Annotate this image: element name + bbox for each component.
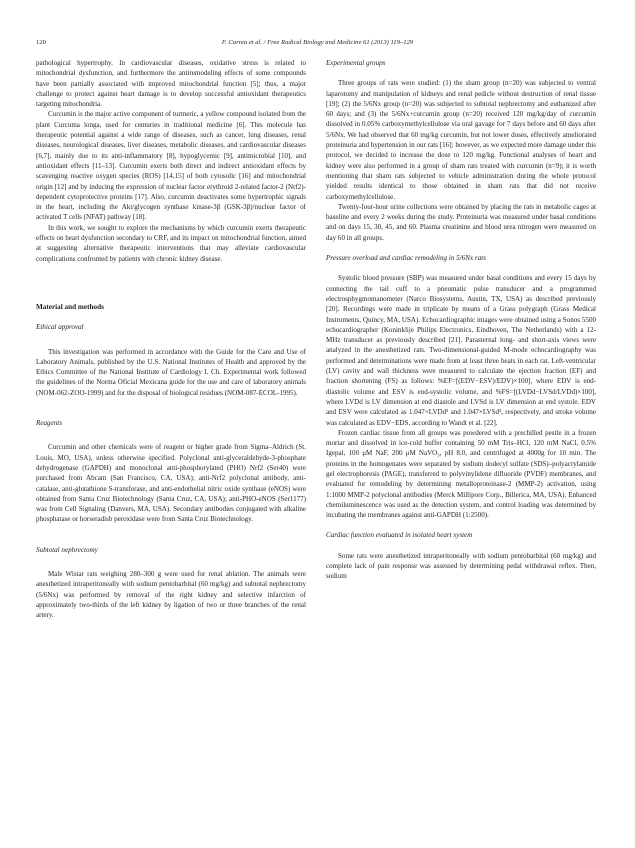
paragraph-ethical-approval: This investigation was performed in accordance with the Guide for the Care and Use of Laboratory Animals, published by the U.S. National Institutes of Health and approved by the Ethics Committee of the National Institute of Cardiology I. Ch. Experimental work followed the guidelines of the Norma Oficial Mexicana guide for the use and care of laboratory animals (NOM-062-ZOO-1999) and for the disposal of biological residues (NOM-087-ECOL-1995). [36, 347, 306, 397]
subheading-ethical-approval: Ethical approval [36, 323, 84, 332]
subheading-pressure-overload: Pressure overload and cardiac remodeling in 5/6Nx rats [326, 254, 486, 263]
left-column [36, 58, 306, 620]
paragraph-blood-pressure-echo: Systolic blood pressure (SBP) was measured under basal conditions and every 15 days by connecting the tail cuff to a pneumatic pulse transducer and a programmed electrosphygmomanometer (Narco Biosystems, Austin, TX, USA) as described previously [20]. Recordings were made in triplicate by means of a Grass polygraph (Grass Medical Instruments, Quincy, MA, USA). Echocardiographic images were obtained using a Sonos 5500 echocardiographer (Koninklije Philips Electronics, Eindhoven, The Netherlands) with a 12-MHz transducer as previously described [21]. Parasternal long- and short-axis views were analyzed in the anesthetized rats. Two-dimensional-guided M-mode echocardiography was performed and determinations were made from at least three beats in each rat. Left-ventricular (LV) cavity and wall thickness were measured to calculate the ejection fraction (EF) and fraction shortening (FS) as follows: %EF=[(EDV−ESV)/EDV)×100], where EDV is end-diastolic volume and ESV is end-systolic volume, and %FS=[(LVDd−LVSd/LVDd)×100], where LVDd is LV dimension at end diastole and LVSd is LV dimension at end systole. EDV and ESV were calculated as 1.047×LVDd³ and 1.047×LVSd³, respectively, and stroke volume was calculated as EDV−EDS, according to Wandt et al. [22]. [326, 274, 596, 427]
subheading-cardiac-function: Cardiac function evaluated in isolated heart system [326, 531, 473, 540]
paragraph-reagents: Curcumin and other chemicals were of reagent or higher grade from Sigma–Aldrich (St. Louis, MO, USA), unless otherwise specified. Polyclonal anti-glyceraldehyde-3-phosphate dehydrogenase (GAPDH) and monoclonal anti-phosphorylated (PHO) Nrf2 (Ser40) were purchased from Abcam (San Francisco, CA, USA); anti-Nrf2 polyclonal antibody, anti-catalase, anti-glutathione S-transferase, and anti-endothelial nitric oxide synthase (eNOS) were obtained from Santa Cruz Biotechnology (Santa Cruz, CA, USA); anti-PHO-eNOS (Ser1177) was from Cell Signaling (Danvers, MA, USA). Secondary antibodies conjugated with alkaline phosphatase or horseradish peroxidase were from Santa Cruz Biotechnology. [36, 443, 306, 524]
paragraph-aim: In this work, we sought to explore the mechanisms by which curcumin exerts therapeutic effects on heart dysfunction secondary to CRF, and its impact on mitochondrial function, aimed at suggesting alternative therapeutic interventions that may alleviate cardiovascular complications confronted by patients with chronic kidney disease. [36, 223, 306, 263]
section-heading-methods: Material and methods [36, 302, 104, 311]
paragraph-mitochondria: pathological hypertrophy. In cardiovascular diseases, oxidative stress is related to mitochondrial dysfunction, and furthermore the antiremodeling effects of some compounds have been partially associated with improved mitochondrial function [5]; thus, a major challenge to protect against heart damage is to develop successful antioxidant therapeutics targeting mitochondria. [36, 59, 306, 109]
running-header [36, 39, 599, 51]
subheading-subtotal-nephrectomy: Subtotal nephrectomy [36, 545, 98, 554]
journal-citation: F. Correa et al. / Free Radical Biology and Medicine 61 (2013) 119–129 [221, 39, 414, 46]
subheading-experimental-groups: Experimental groups [326, 59, 386, 67]
paragraph-cardiac-function: Some rats were anesthetized intraperitoneally with sodium pentobarbital (60 mg/kg) and complete lack of pain response was assessed by determining pedal withdrawal reflex. Then, sodium [326, 551, 596, 581]
right-column [326, 58, 596, 582]
subheading-reagents: Reagents [36, 419, 63, 428]
paragraph-experimental-groups: Three groups of rats were studied: (1) the sham group (n=20) was subjected to ventral laparotomy and manipulation of kidneys and renal pedicle without destruction of renal tissue [19]; (2) the 5/6Nx group (n=20) was subjected to subtotal nephrectomy and euthanized after 60 days; and (3) the 5/6Nx+curcumin group (n=20) received 120 mg/kg/day of curcumin dissolved in 0.05% carboxymethylcellulose via oral gavage for 7 days before and 60 days after 5/6Nx. We had observed that 60 mg/kg curcumin, but not lower doses, effectively ameliorated proteinuria and hypertension in our rats [16]; however, as we expected more damage under this protocol, we decided to increase the dose to 120 mg/kg. Functional analyses of heart and kidney were also performed in a group of sham rats treated with curcumin (n=9); it is worth mentioning that sham rats subjected to vehicle administration during the whole protocol yielded results identical to those obtained in sham rats that did not receive carboxymethylcellulose. [326, 79, 596, 201]
paragraph-urine-collection: Twenty-four-hour urine collections were obtained by placing the rats in metabolic cages at baseline and every 2 weeks during the study. Proteinuria was measured under basal conditions and on days 15, 30, 45, and 60. Plasma creatinine and blood urea nitrogen were measured on day 60 in all groups. [326, 202, 596, 242]
paragraph-frozen-tissue: Frozen cardiac tissue from all groups was powdered with a prechilled pestle in a frozen mortar and dissolved in ice-cold buffer containing 50 mM Tris–HCl, 120 mM NaCl, 0.5% Igepal, 100 μM NaF, 200 μM NaVO₃, pH 8.0, and centrifuged at 4000g for 10 min. The proteins in the homogenates were separated by sodium dodecyl sulfate (SDS)–polyacrylamide gel electrophoresis (PAGE), transferred to polyvinylidene difluoride (PVDF) membranes, and evaluated for remodeling by determining metalloproteinase-2 (MMP-2) activation, using 1:1000 MMP-2 polyclonal antibodies (Merck Millipore Corp., Billerica, MA, USA). Enhanced chemiluminescence was used as the detection system, and control loading was determined by incubating the membranes against anti-GAPDH (1:2500). [326, 428, 596, 520]
paragraph-curcumin: Curcumin is the major active component of turmeric, a yellow compound isolated from the plant Curcuma longa, used for centuries in traditional medicine [6]. This molecule has therapeutic potential against a wide range of diseases, such as cancer, lung diseases, renal diseases, neurological diseases, liver diseases, metabolic diseases, and cardiovascular diseases [6,7], mainly due to its anti-inflammatory [8], hypoglycemic [9], antimicrobial [10], and antioxidant effects [11–13]. Curcumin exerts both direct and indirect antioxidant effects by scavenging reactive oxygen species (ROS) [14,15] of both cytosolic [16] and mitochondrial origin [12] and by inducing the expression of nuclear factor erythroid 2-related factor-2 (Nrf2)-dependent cytoprotective proteins [17]. Also, curcumin deactivates some hypertrophic signals in the heart, including the Akt/glycogen synthase kinase-3β (GSK-3β)/nuclear factor of activated T cells (NFAT) pathway [18]. [36, 110, 306, 222]
page-number: 120 [36, 39, 46, 46]
paragraph-subtotal-nephrectomy: Male Wistar rats weighing 280–300 g were used for renal ablation. The animals were anesthetized intraperitoneally with sodium pentobarbital (60 mg/kg) and subtotal nephrectomy (5/6Nx) was performed by removal of the right kidney and selective infarction of approximately two-thirds of the left kidney by ligation of two or three branches of the renal artery. [36, 569, 306, 620]
